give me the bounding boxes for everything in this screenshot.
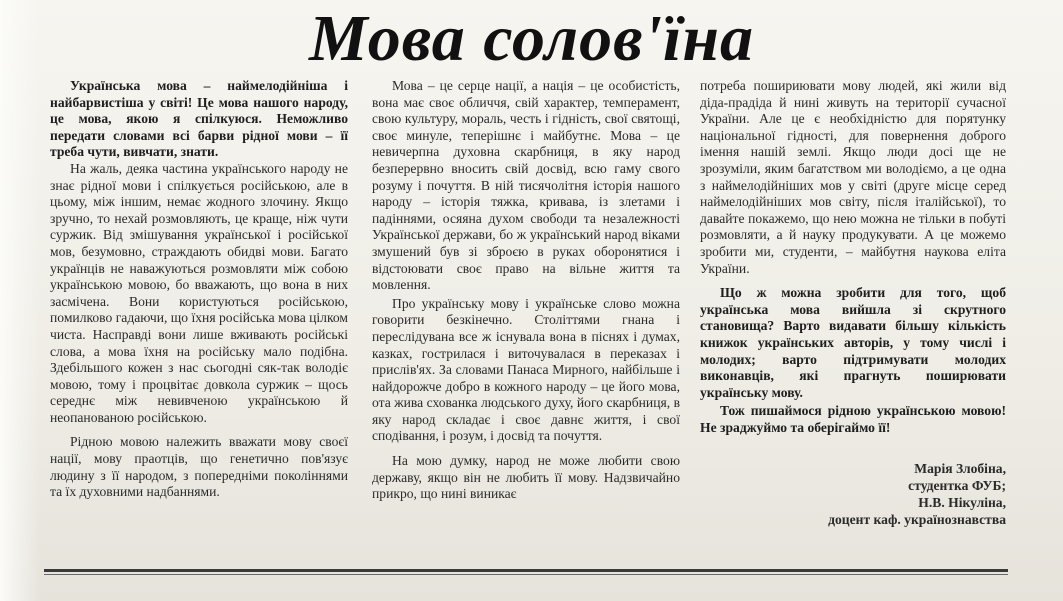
article-column-1 <box>50 78 348 568</box>
body-paragraph: Мова – це серце нації, а нація – це особистість, вона має своє обличчя, свій характер, темперамент, свою культуру, мораль, честь і гідність, свої святощі, своє минуле, теперішнє і майбутнє. Мова – це невичерпна духовна скарбниця, в яку народ безперервно вносить свій досвід, всю гаму свого розуму і почуття. В ній тисячолітня історія нашого народу – історія тяжка, кривава, із злетами і падіннями, осяяна духом свободи та незалежності Української держави, бо ж український народ віками змушений був зі зброєю в руках оборонятися і відстоювати своє право на вільне життя та мовлення. <box>372 78 680 293</box>
author-role: студентка ФУБ; <box>908 478 1006 494</box>
author-name: Н.В. Нікуліна, <box>918 495 1006 511</box>
author-signature <box>700 460 1006 528</box>
body-paragraph: Про українську мову і українське слово можна говорити безкінечно. Століттями гнана і переслідувана все ж існувала вона в піснях і думах, казках, гострилася і виточувалася в переказах і прислів'ях. За словами Панаса Мирного, найбільше і найдорожче добро в кожного народу – це його мова, ота жива схованка людського духу, його скарбниця, в яку народ складає і своє давнє життя, і свої сподівання, і розум, і досвід та почуття. <box>372 295 680 444</box>
author-name: Марія Злобіна, <box>914 461 1006 477</box>
article-headline: Мова солов'їна <box>309 2 754 75</box>
article-column-3 <box>700 78 1006 568</box>
body-paragraph: потреба пошириювати мову людей, які жили від діда-прадіда й нині живуть на території сучасної України. Але це є необхідністю для порятунку національної гідності, для повернення доброго імення нашій землі. Якщо люди досі ще не зрозуміли, яким багатством ми володіємо, а це одна з наймелодійніших мов у світі (друге місце серед наймелодійніших мов світу, після італійської), то давайте покажемо, що нею можна не тільки в побуті розмовляти, а й науку продукувати. А це можемо зробити ми, студенти, – майбутня наукова еліта України. <box>700 78 1006 276</box>
author-role: доцент каф. українознавства <box>828 512 1006 528</box>
article-column-2 <box>372 78 680 568</box>
bold-paragraph: Що ж можна зробити для того, щоб українська мова вийшла зі скрутного становища? Варто видавати більшу кількість книжок українських авторів, у тому числі і молодих; варто підтримувати молодих виконавців, які прагнуть поширювати українську мову. <box>700 285 1006 400</box>
bottom-rule <box>44 569 1008 572</box>
body-paragraph: На мою думку, народ не може любити свою державу, якщо він не любить її мову. Надзвичайно прикро, що нині виникає <box>372 453 680 502</box>
intro-paragraph: Українська мова – наймелодійніша і найбарвистіша у світі! Це мова нашого народу, це мова, якою я спілкуюся. Неможливо передати словами всі барви рідної мови – її треба чути, вивчати, знати. <box>50 78 348 160</box>
body-paragraph: Рідною мовою належить вважати мову своєї нації, мову праотців, що генетично пов'язує людину з її народом, з попередніми поколіннями та їх духовними надбаннями. <box>50 434 348 500</box>
body-paragraph: На жаль, деяка частина українського народу не знає рідної мови і спілкується російською, але в цьому, між іншим, немає жодного злочину. Якщо зручно, то нехай розмовляють, це краще, ніж чути суржик. Від змішування української і російської мов, безумовно, страждають обидві мови. Багато українців не наважуються розмовляти між собою українською мовою, бо вважають, що вона в них засмічена. Вони користуються російською, помилково гадаючи, що їхня російська мова цілком чиста. Насправді вони лише вживають російські слова, а мова їхня на російську мало подібна. Здебільшого кожен з нас сьогодні сяк-так володіє мовою, тому і процвітає довкола суржик – щось середнє між невивченою українською й неопанованою російською. <box>50 160 348 425</box>
closing-paragraph: Тож пишаймося рідною українською мовою! Не зраджуймо та оберігаймо її! <box>700 403 1006 435</box>
bottom-rule-thin <box>44 574 1008 575</box>
